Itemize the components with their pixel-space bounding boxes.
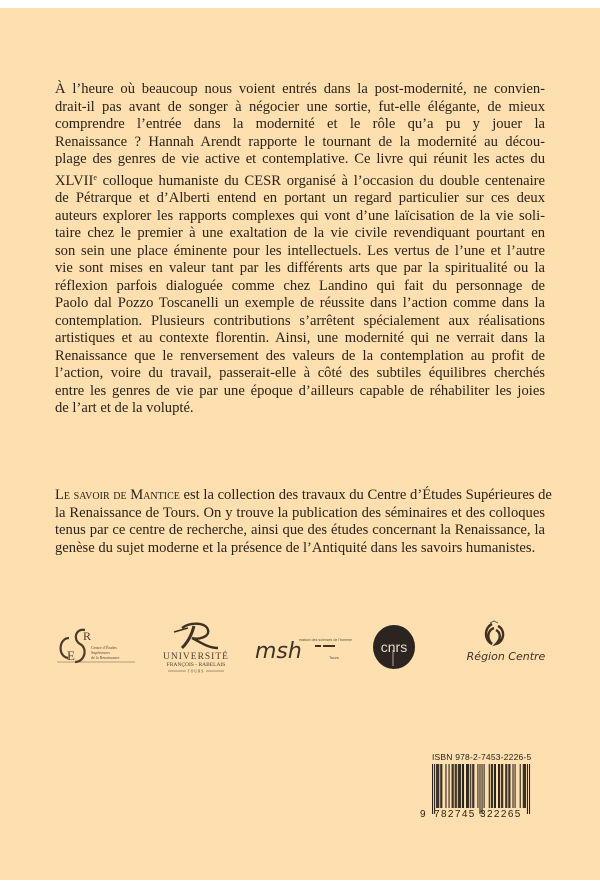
blurb-line: réflexion parfois dialoguée comme chez Landino qui fait du personnage de [55, 277, 545, 294]
barcode-bar [508, 764, 509, 808]
blurb-line: de l’art et de la volupté. [55, 400, 194, 416]
cesr-mark-icon [55, 626, 137, 670]
cesr-text-2: Supérieures [91, 650, 110, 655]
blurb-line: Paolo dal Pozzo Toscanelli un exemple de réussite dans l’action comme dans la [55, 295, 545, 311]
cesr-text-3: de la Renaissance [91, 655, 120, 660]
barcode-bar [515, 764, 516, 808]
barcode-bar [512, 764, 513, 808]
barcode-bar [506, 764, 507, 808]
barcode-bar [441, 764, 442, 808]
cnrs-mark: cnrs [380, 639, 408, 655]
blurb-line: son sein une place éminente pour les intellectuels. Les vertus de l’une et l’autre [55, 242, 545, 259]
ordinal-suffix: e [93, 172, 97, 182]
barcode-bar [453, 764, 454, 808]
barcode-bar [458, 764, 459, 808]
blurb-line: auteurs explorer les rapports complexes qui vont d’une laïcisation de la vie soli- [55, 207, 545, 224]
barcode-bar [438, 764, 439, 808]
barcode-bar [491, 764, 492, 808]
barcode-bar [466, 764, 467, 808]
barcode-bar [520, 764, 521, 808]
barcode-bar [527, 764, 528, 814]
back-cover [0, 8, 600, 880]
barcode-bar [455, 764, 456, 808]
barcode-bar [524, 764, 525, 808]
collection-paragraph [55, 487, 552, 557]
barcode-bar [468, 764, 469, 808]
svg-text:E: E [67, 648, 75, 663]
barcode-bar [499, 764, 500, 808]
universite-tours-logo [160, 618, 232, 674]
collection-line: genèse du sujet moderne et la présence de l’Antiquité dans les savoirs humanistes. [55, 539, 536, 556]
barcode-bar [492, 764, 493, 808]
barcode-bar [472, 764, 473, 808]
barcode-bar [505, 764, 506, 808]
msh-small-text: maison des sciences de l’homme [299, 638, 352, 642]
barcode-bar [525, 764, 526, 808]
barcode-digits-right: 322265 [480, 809, 522, 820]
blurb-line: entre les genres de vie par une époque d’ailleurs capable de réhabiliter les joies [55, 382, 545, 399]
cesr-logo [55, 626, 137, 670]
barcode-first-digit: 9 [420, 809, 427, 820]
collection-line: tenus par ce centre de recherche, ainsi que des études concernant la Renaissance, la [55, 522, 545, 538]
blurb-line: À l’heure où beaucoup nous voient entrés dans la post-modernité, ne convien- [55, 81, 545, 97]
cnrs-mark-icon [372, 624, 416, 670]
univ-line3: TOURS [187, 669, 205, 674]
barcode-bar [489, 764, 490, 808]
barcode-bar [482, 764, 483, 814]
msh-logo [255, 632, 352, 668]
barcode-bar [445, 764, 446, 808]
barcode-bar [449, 764, 450, 808]
blurb-line-colloque [55, 169, 545, 191]
barcode-bar [477, 764, 478, 808]
blurb-line: drait-il pas avant de songer à négocier une sortie, fut-elle élégante, de mieux [55, 98, 545, 115]
blurb-line: plage des genres de vie active et contemplative. Ce livre qui réunit les actes du [55, 151, 545, 167]
blurb-line: taire chez le premier à une exaltation de la vie civile revendiquant pourtant en [55, 225, 545, 241]
region-centre-logo [462, 620, 552, 666]
barcode-bar [452, 764, 453, 808]
barcode-bar [501, 764, 502, 808]
collection-line: la Renaissance de Tours. On y trouve la publication des séminaires et des colloques [55, 504, 545, 521]
barcode-bar [523, 764, 524, 808]
blurb-line: Renaissance que le renversement des valeurs de la contemplation au profit de [55, 347, 545, 364]
blurb-line: vie sont mises en valeur tant par les différents arts que par la spiritualité ou la [55, 260, 545, 276]
barcode-bar [484, 764, 485, 808]
barcode-bar [462, 764, 463, 808]
barcode-digits-left: 782745 [434, 809, 476, 820]
barcode-bar [473, 764, 474, 808]
barcode-bar [436, 764, 437, 808]
barcode-bar [502, 764, 503, 808]
barcode-bar [495, 764, 496, 808]
svg-text:R: R [83, 629, 92, 643]
blurb-paragraph [55, 81, 545, 418]
region-centre-emblem-icon [462, 620, 552, 666]
barcode-bar [434, 764, 435, 814]
blurb-line: de Pétrarque et d’Alberti entend en portant un regard particulier sur ces deux [55, 190, 545, 206]
barcode-bar [529, 764, 530, 814]
barcode-bar [470, 764, 471, 808]
universite-r-icon [160, 618, 232, 674]
blurb-line: contemplation. Plusieurs contributions s’arrêtent spécialement aux réalisations [55, 312, 545, 329]
blurb-line: artistiques et au contexte florentin. Ainsi, une modernité qui ne verrait dans la [55, 330, 545, 346]
barcode-bar [460, 764, 461, 808]
barcode-bar [440, 764, 441, 808]
region-label: Région Centre [466, 650, 546, 663]
msh-city: Tours [329, 655, 339, 660]
barcode-bar [463, 764, 464, 808]
barcode-bar [494, 764, 495, 808]
series-name: Le savoir de Mantice [55, 487, 180, 503]
barcode-bar [432, 764, 433, 814]
collection-line-rest: est la collection des travaux du Centre d’Études Supérieures de [179, 487, 552, 503]
blurb-line-rest: colloque humaniste du CESR organisé à l’occasion du double centenaire [96, 172, 545, 189]
blurb-line: l’action, voire du travail, passerait-elle à côté des subtiles équilibres cherchés [55, 365, 545, 381]
barcode-bar [509, 764, 510, 808]
blurb-line: Renaissance ? Hannah Arendt rapporte le tournant de la modernité au décou- [55, 133, 545, 150]
barcode-bar [498, 764, 499, 808]
univ-line2: FRANÇOIS - RABELAIS [166, 662, 226, 668]
msh-mark: msh [255, 639, 302, 664]
barcode-bar [459, 764, 460, 808]
colloque-number: XLVII [55, 172, 94, 189]
msh-mark-icon [255, 632, 352, 668]
barcode-bars [432, 764, 530, 814]
barcode-bar [479, 764, 480, 814]
isbn-label: ISBN 978-2-7453-2226-5 [432, 752, 532, 762]
barcode-bar [456, 764, 457, 808]
cesr-text-1: Centre d’Études [91, 645, 117, 650]
univ-line1: UNIVERSITÉ [163, 652, 229, 662]
isbn-barcode [420, 752, 550, 832]
blurb-line: comprendre l’entrée dans la modernité et le rôle qu’a pu y jouer la [55, 116, 545, 132]
cnrs-logo [372, 624, 416, 670]
barcode-bar [437, 764, 438, 808]
barcode-bar [467, 764, 468, 808]
collection-line [55, 487, 552, 505]
